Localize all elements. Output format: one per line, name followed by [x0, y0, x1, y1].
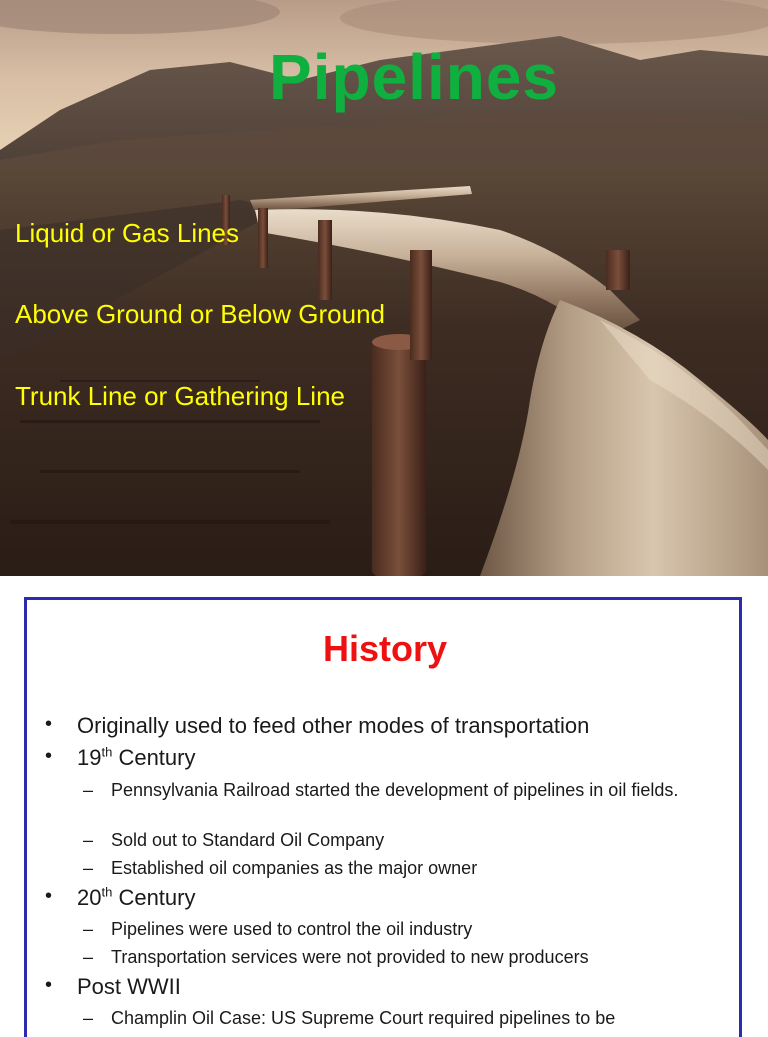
- bullet-text-number: 19: [77, 745, 102, 770]
- sub-bullet-text: Transportation services were not provided to new producers: [111, 947, 589, 967]
- topic-item-3: Trunk Line or Gathering Line: [15, 381, 346, 411]
- sub-bullet-item: [83, 779, 731, 801]
- sub-bullet-item: [83, 1007, 731, 1029]
- bullet-dot-icon: •: [45, 974, 53, 996]
- bullet-item: [45, 884, 196, 911]
- dash-icon: –: [83, 1008, 94, 1028]
- bullet-dot-icon: •: [45, 745, 53, 767]
- sub-bullet-text: Pipelines were used to control the oil industry: [111, 919, 473, 939]
- dash-icon: –: [83, 947, 94, 967]
- topic-item-1: Liquid or Gas Lines: [15, 218, 240, 248]
- dash-icon: –: [83, 780, 94, 800]
- bullet-text-number: 20: [77, 885, 102, 910]
- dash-icon: –: [83, 830, 94, 850]
- bullet-item: [45, 974, 181, 1000]
- sub-bullet-item: [83, 857, 731, 879]
- dash-icon: –: [83, 919, 94, 939]
- sub-bullet-item: [83, 946, 731, 968]
- slide-title: History: [322, 628, 448, 669]
- sub-bullet-text: Champlin Oil Case: US Supreme Court required pipelines to be: [111, 1008, 616, 1028]
- sub-bullet-text: Pennsylvania Railroad started the development of pipelines in oil fields.: [111, 780, 679, 800]
- slide-title: Pipelines: [269, 41, 559, 113]
- bullet-text-superscript: th: [101, 884, 113, 900]
- bullet-item: [45, 713, 590, 739]
- sub-bullet-item: [83, 829, 731, 851]
- sub-bullet-item: [83, 918, 731, 940]
- topic-item-2: Above Ground or Below Ground: [15, 299, 385, 329]
- bullet-text-suffix: Century: [112, 745, 196, 770]
- sub-bullet-text: Sold out to Standard Oil Company: [111, 830, 385, 850]
- slide-history: [24, 597, 742, 1037]
- bullet-text: Post WWII: [77, 974, 181, 999]
- bullet-text-superscript: th: [101, 744, 113, 760]
- bullet-dot-icon: •: [45, 885, 53, 907]
- bullet-item: [45, 744, 196, 771]
- bullet-dot-icon: •: [45, 713, 53, 735]
- dash-icon: –: [83, 858, 94, 878]
- bullet-text: Originally used to feed other modes of transportation: [77, 713, 590, 738]
- sub-bullet-text: Established oil companies as the major owner: [111, 858, 478, 878]
- bullet-text-suffix: Century: [112, 885, 196, 910]
